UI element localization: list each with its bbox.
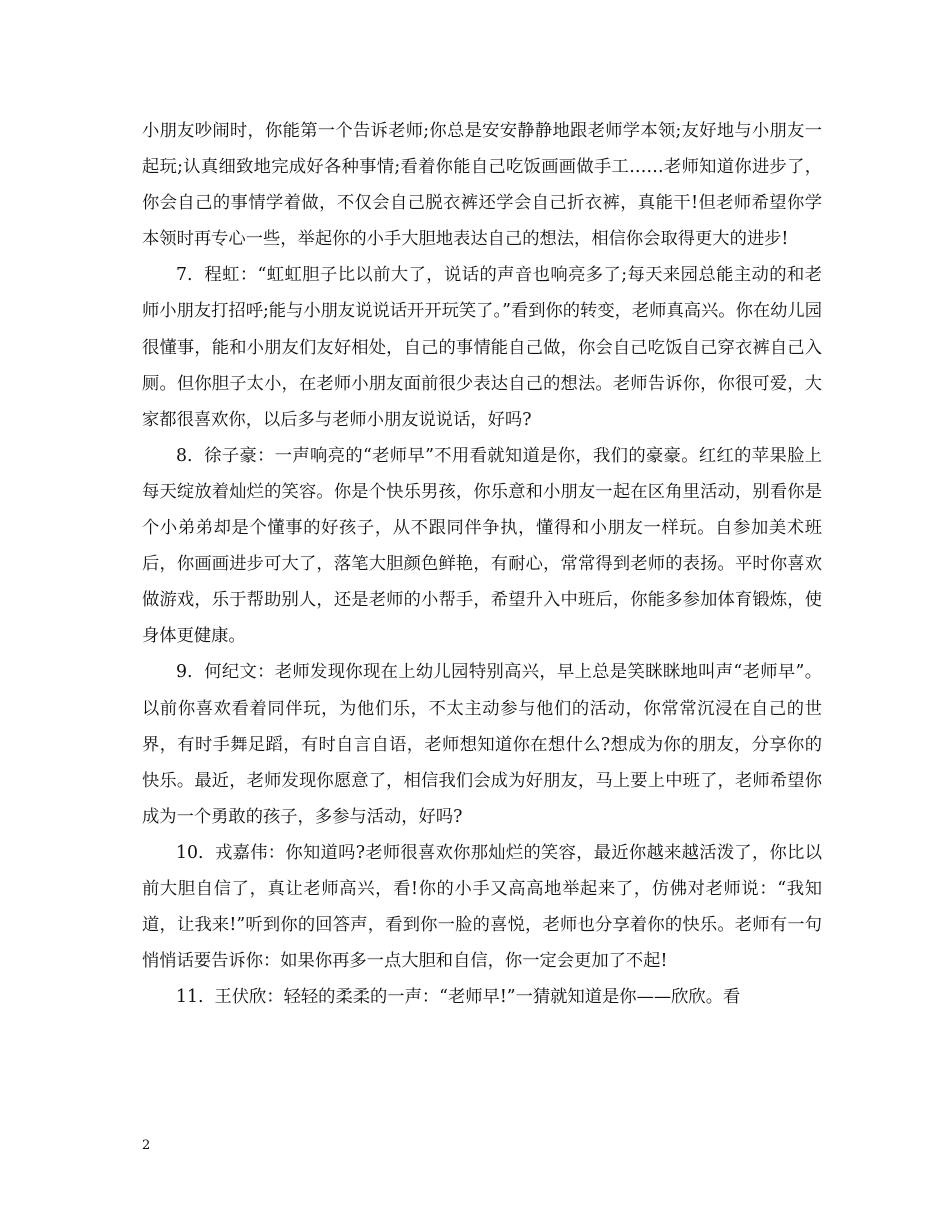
document-body — [142, 113, 822, 1015]
paragraph-text: 何纪文：老师发现你现在上幼儿园特别高兴，早上总是笑眯眯地叫声“老师早”。以前你喜欢看着同伴玩，为他们乐，不太主动参与他们的活动，你常常沉浸在自己的世界，有时手舞足蹈，有时自言自语，老师想知道你在想什么?想成为你的朋友，分享你的快乐。最近，老师发现你愿意了，相信我们会成为好朋友，马上要上中班了，老师希望你成为一个勇敢的孩子，多参与活动，好吗? — [142, 662, 823, 827]
paragraph-item-11 — [142, 979, 822, 1015]
paragraph-continued — [142, 113, 822, 257]
paragraph-text: 王伏欣：轻轻的柔柔的一声：“老师早!”一猜就知道是你——欣欣。看 — [214, 987, 741, 1008]
paragraph-text: 戎嘉伟：你知道吗?老师很喜欢你那灿烂的笑容，最近你越来越活泼了，你比以前大胆自信了，真让老师高兴，看!你的小手又高高地举起来了，仿佛对老师说：“我知道，让我来!”听到你的回答声，看到你一脸的喜悦，老师也分享着你的快乐。老师有一句悄悄话要告诉你：如果你再多一点大胆和自信，你一定会更加了不起! — [142, 842, 822, 972]
item-number: 10. — [176, 842, 204, 863]
paragraph-text: 程虹：“虹虹胆子比以前大了，说话的声音也响亮多了;每天来园总能主动的和老师小朋友打招呼;能与小朋友说说话开开玩笑了。”看到你的转变，老师真高兴。你在幼儿园很懂事，能和小朋友们友好相处，自己的事情能自己做，你会自己吃饭自己穿衣裤自己入厕。但你胆子太小，在老师小朋友面前很少表达自己的想法。老师告诉你，你很可爱，大家都很喜欢你，以后多与老师小朋友说说话，好吗? — [142, 265, 822, 430]
paragraph-item-9 — [142, 654, 822, 834]
item-number: 8. — [176, 445, 193, 466]
paragraph-item-8 — [142, 438, 822, 655]
item-number: 7. — [176, 265, 193, 286]
paragraph-text: 小朋友吵闹时，你能第一个告诉老师;你总是安安静静地跟老师学本领;友好地与小朋友一起玩;认真细致地完成好各种事情;看着你能自己吃饭画画做手工……老师知道你进步了，你会自己的事情学着做，不仅会自己脱衣裤还学会自己折衣裤，真能干!但老师希望你学本领时再专心一些，举起你的小手大胆地表达自己的想法，相信你会取得更大的进步! — [142, 121, 822, 250]
item-number: 11. — [176, 987, 204, 1008]
paragraph-item-7 — [142, 257, 822, 437]
paragraph-text: 徐子豪：一声响亮的“老师早”不用看就知道是你，我们的豪豪。红红的苹果脸上每天绽放着灿烂的笑容。你是个快乐男孩，你乐意和小朋友一起在区角里活动，别看你是个小弟弟却是个懂事的好孩子，从不跟同伴争执，懂得和小朋友一样玩。自参加美术班后，你画画进步可大了，落笔大胆颜色鲜艳，有耐心，常常得到老师的表扬。平时你喜欢做游戏，乐于帮助别人，还是老师的小帮手，希望升入中班后，你能多参加体育锻炼，使身体更健康。 — [142, 445, 823, 647]
page-number: 2 — [142, 1138, 151, 1153]
item-number: 9. — [176, 662, 193, 683]
paragraph-item-10 — [142, 835, 822, 979]
